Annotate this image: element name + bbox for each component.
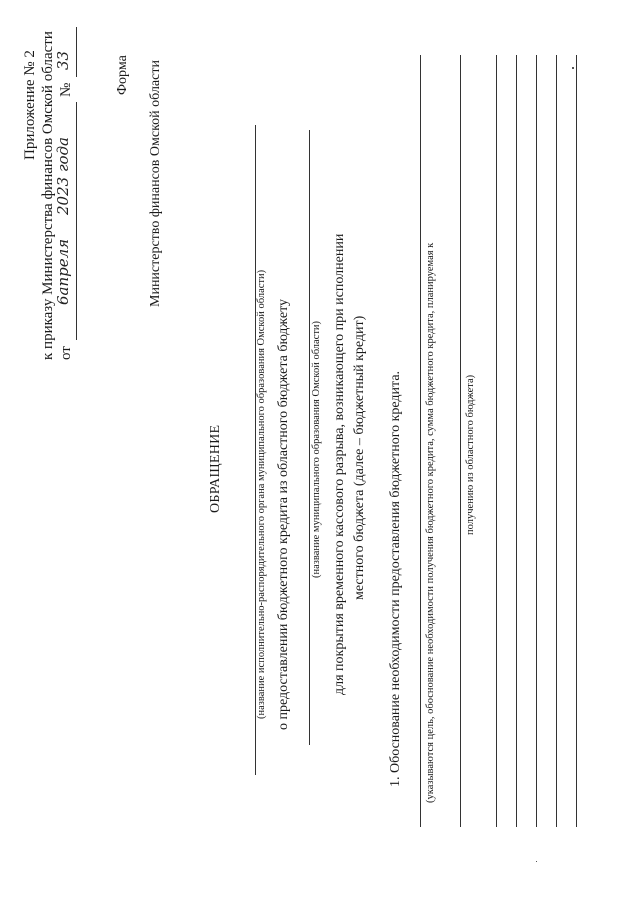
- justification-line-2: [460, 55, 461, 827]
- justification-hint-2: получению из областного бюджета): [465, 374, 476, 535]
- number-label: №: [58, 82, 74, 97]
- municipality-caption: (название муниципального образования Омской области): [311, 320, 322, 578]
- justification-line-6: [556, 55, 557, 827]
- number-handwritten: 33: [54, 50, 72, 70]
- scan-speck: [572, 67, 574, 69]
- org-caption: (название исполнительно-распорядительного органа муниципального образования Омской области): [256, 269, 267, 719]
- justification-line-7: [576, 55, 577, 827]
- date-year-handwritten: 2023 года: [54, 136, 72, 215]
- date-day-month-handwritten: 6апреля: [54, 238, 72, 305]
- addressee: Министерство финансов Омской области: [148, 60, 163, 307]
- justification-line-3: [496, 55, 497, 827]
- subject-line: о предоставлении бюджетного кредита из областного бюджета бюджету: [276, 298, 291, 730]
- date-from-label: от: [58, 346, 74, 360]
- scan-speck: [536, 861, 537, 862]
- municipality-name-line: [309, 130, 310, 745]
- justification-line-4: [516, 55, 517, 827]
- justification-line-1: [420, 55, 421, 827]
- document-title: ОБРАЩЕНИЕ: [208, 424, 223, 513]
- date-underline: [76, 102, 77, 340]
- appendix-label: Приложение № 2: [22, 50, 38, 160]
- order-reference: к приказу Министерства финансов Омской области: [40, 31, 56, 360]
- form-label: Форма: [115, 55, 130, 95]
- number-underline: [76, 27, 77, 77]
- section-1-heading: 1. Обоснование необходимости предоставления бюджетного кредита.: [388, 370, 403, 787]
- purpose-line-2: местного бюджета (далее – бюджетный кредит): [352, 315, 367, 600]
- justification-hint-1: (указываются цель, обоснование необходимости получения бюджетного кредита, сумма бюджетного кредита, планируемая к: [425, 242, 436, 803]
- justification-line-5: [536, 55, 537, 827]
- purpose-line-1: для покрытия временного кассового разрыва, возникающего при исполнении: [332, 233, 347, 695]
